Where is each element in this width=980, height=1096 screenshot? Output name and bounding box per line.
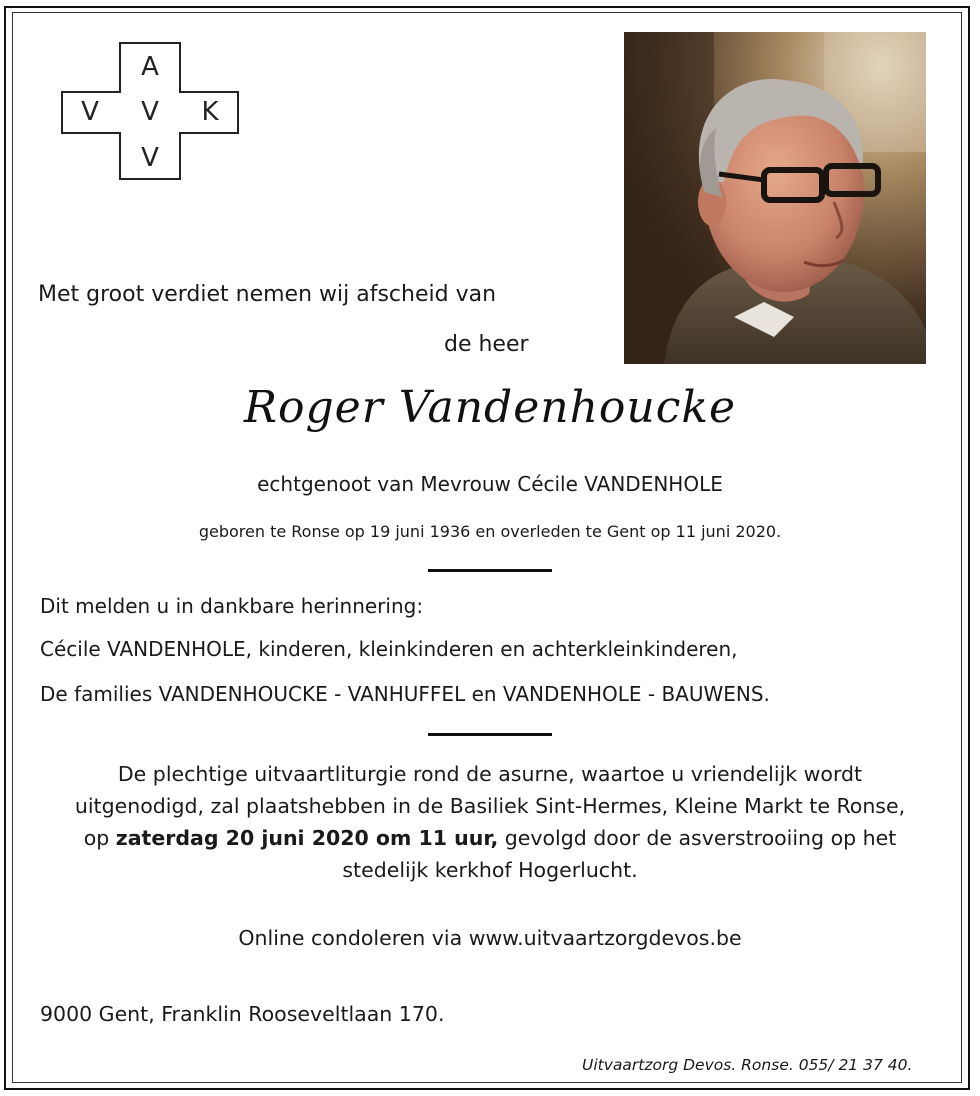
cross-letter-top: A (141, 52, 159, 82)
online-condolence: Online condoleren via www.uitvaartzorgdevos.be (238, 926, 742, 950)
divider-1 (428, 569, 552, 572)
intro-line-1: Met groot verdiet nemen wij afscheid van (38, 282, 497, 307)
cross-letter-center: V (141, 97, 159, 127)
avv-vvk-cross-logo (60, 42, 240, 180)
address: 9000 Gent, Franklin Rooseveltlaan 170. (40, 1002, 445, 1026)
intro-line-2: de heer (444, 332, 529, 357)
undertaker-footer: Uitvaartzorg Devos. Ronse. 055/ 21 37 40. (582, 1056, 913, 1074)
ceremony-date: zaterdag 20 juni 2020 om 11 uur, (115, 826, 499, 850)
ceremony-text-after: gevolgd door de asverstrooiing op het stedelijk kerkhof Hogerlucht. (342, 826, 897, 882)
birth-death-line: geboren te Ronse op 19 juni 1936 en overleden te Gent op 11 juni 2020. (198, 522, 782, 541)
ceremony-paragraph (60, 758, 920, 886)
portrait-photo (624, 32, 926, 364)
deceased-name: Roger Vandenhoucke (243, 382, 737, 433)
family-line-1: Cécile VANDENHOLE, kinderen, kleinkinderen en achterkleinkinderen, (40, 637, 738, 661)
cross-letter-bottom: V (141, 143, 159, 173)
announcement-intro: Dit melden u in dankbare herinnering: (40, 594, 424, 618)
divider-2 (428, 733, 552, 736)
ceremony-text-before: De plechtige uitvaartliturgie rond de asurne, waartoe u vriendelijk wordt uitgenodigd, zal plaatshebben in de Basiliek Sint-Hermes, Kleine Markt te Ronse, op (74, 762, 906, 850)
cross-letter-right: K (201, 97, 219, 127)
cross-letter-left: V (81, 97, 99, 127)
family-line-2: De families VANDENHOUCKE - VANHUFFEL en VANDENHOLE - BAUWENS. (40, 682, 770, 706)
spouse-line: echtgenoot van Mevrouw Cécile VANDENHOLE (257, 472, 723, 496)
